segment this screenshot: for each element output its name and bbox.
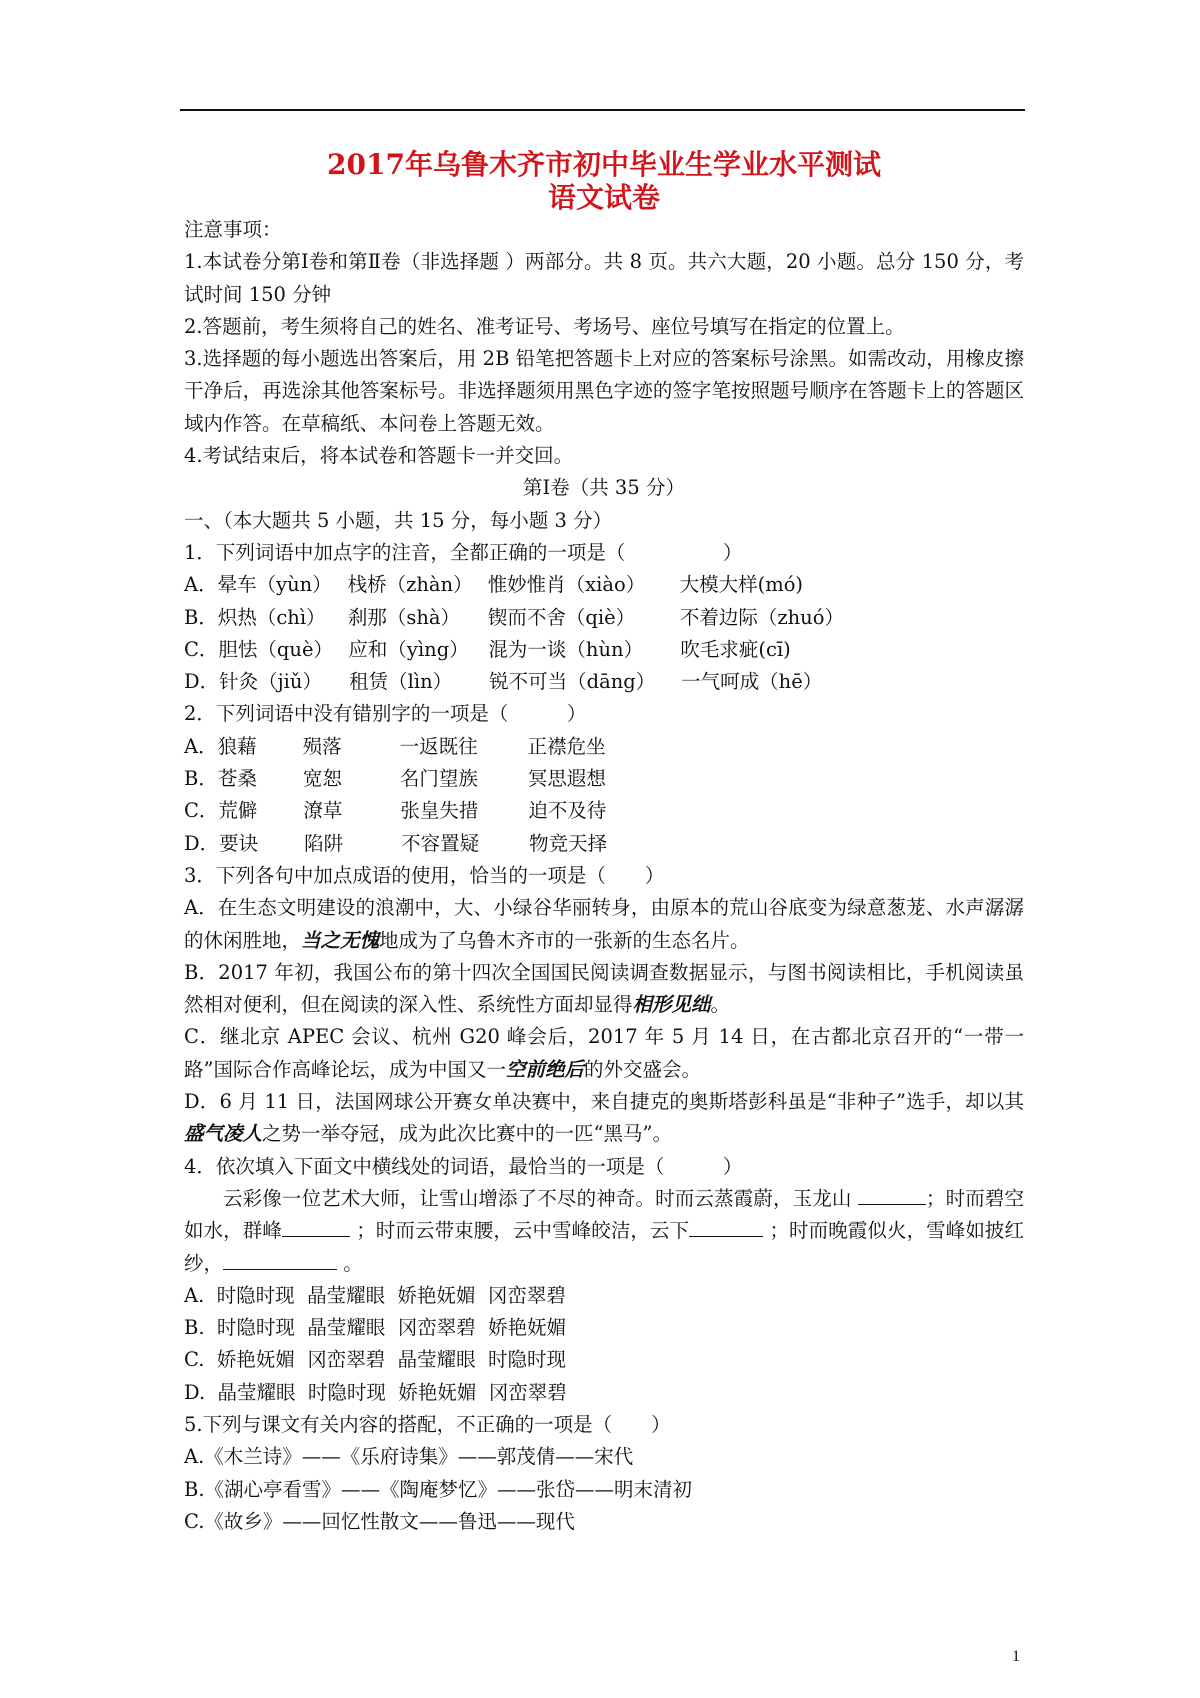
option-letter: A． (184, 734, 218, 758)
question-3-stem: 3．下列各句中加点成语的使用，恰当的一项是（ ） (184, 863, 665, 887)
question-2-option-d (184, 828, 1024, 860)
question-4-option-c: C. 娇艳妩媚 冈峦翠碧 晶莹耀眼 时隐时现 (184, 1348, 567, 1372)
question-1-option-c (184, 634, 1024, 666)
option-text: 。 (710, 993, 731, 1017)
question-3-option-b (184, 957, 1024, 1022)
marked-idiom: 相形见绌 (632, 993, 711, 1017)
option-item: 炽热（chì） (217, 605, 326, 629)
option-letter: C． (184, 637, 219, 661)
question-3-option-a (184, 892, 1024, 957)
option-item: 不容置疑 (401, 831, 480, 855)
question-2-option-c (184, 795, 1024, 827)
passage-text: 。 (337, 1251, 363, 1275)
option-item: 锐不可当（dāng） (489, 670, 656, 694)
passage-text: 云彩像一位艺术大师，让雪山增添了不尽的神奇。时而云蒸霞蔚，玉龙山 (223, 1186, 858, 1210)
header-rule (180, 109, 1025, 111)
question-5-stem: 5.下列与课文有关内容的搭配，不正确的一项是（ ） (184, 1412, 671, 1436)
option-item: 锲而不舍（qiè） (487, 605, 636, 629)
fill-blank (282, 1217, 350, 1237)
question-3-option-d (184, 1086, 1024, 1151)
option-item: 要诀 (219, 831, 259, 855)
option-letter: D． (184, 831, 220, 855)
note-item: 3.选择题的每小题选出答案后，用 2B 铅笔把答题卡上对应的答案标号涂黑。如需改动，用橡皮擦干净后，再选涂其他答案标号。非选择题须用黑色字迹的签字笔按照题号顺序在答题卡上的答题区域内作答。在草稿纸、本问卷上答题无效。 (184, 347, 1024, 435)
option-item: 迫不及待 (528, 799, 607, 823)
option-item: 针灸（jiǔ） (219, 670, 322, 694)
note-item: 1.本试卷分第Ⅰ卷和第Ⅱ卷（非选择题 ）两部分。共 8 页。共六大题，20 小题。总分 150 分，考试时间 150 分钟 (184, 250, 1024, 306)
fill-blank (223, 1250, 337, 1270)
option-item: 大模大样(mó) (679, 573, 804, 597)
option-text: A．在生态文明建设的浪潮中，大、小绿谷华丽转身，由原本的荒山谷底变为绿意葱茏、水声潺潺的休闲胜地， (184, 896, 1024, 952)
exam-title: 2017年乌鲁木齐市初中毕业生学业水平测试 (327, 148, 881, 181)
option-text: 之势一举夺冠，成为此次比赛中的一匹“黑马”。 (262, 1122, 672, 1146)
passage-text: ；时而云带束腰，云中雪峰皎洁，云下 (349, 1219, 690, 1243)
option-item: 荒僻 (218, 799, 258, 823)
notes-heading: 注意事项： (184, 218, 282, 241)
note-item: 4.考试结束后，将本试卷和答题卡一并交回。 (184, 444, 574, 468)
exam-page (184, 148, 1024, 1538)
option-item: 租赁（lìn） (349, 670, 453, 694)
question-4-stem: 4．依次填入下面文中横线处的词语，最恰当的一项是（ ） (184, 1154, 743, 1178)
option-item: 潦草 (303, 799, 343, 823)
question-1-option-a (184, 569, 1024, 601)
passage-text: ；时而碧空如水，群峰 (184, 1186, 1024, 1243)
option-letter: A． (184, 573, 218, 597)
passage-text: ；时而晚霞似火，雪峰如披红纱， (184, 1219, 1024, 1275)
question-3-option-c (184, 1021, 1024, 1086)
option-item: 晕车（yùn） (217, 573, 332, 597)
fill-blank (858, 1185, 926, 1205)
question-5-option-c: C.《故乡》——回忆性散文——鲁迅——现代 (184, 1509, 575, 1533)
volume-heading: 第Ⅰ卷（共 35 分） (523, 476, 685, 500)
question-4-option-a: A. 时隐时现 晶莹耀眼 娇艳妩媚 冈峦翠碧 (184, 1283, 566, 1307)
section-heading: 一、（本大题共 5 小题，共 15 分，每小题 3 分） (184, 508, 613, 532)
question-2-option-b (184, 763, 1024, 795)
question-4-passage (184, 1183, 1024, 1280)
question-1-option-d (184, 666, 1024, 698)
question-4-option-d: D. 晶莹耀眼 时隐时现 娇艳妩媚 冈峦翠碧 (184, 1380, 567, 1404)
option-item: 吹毛求疵(cī) (680, 637, 791, 661)
question-5-option-b: B.《湖心亭看雪》——《陶庵梦忆》——张岱——明末清初 (184, 1477, 693, 1501)
marked-idiom: 空前绝后 (505, 1057, 584, 1081)
question-1-stem: 1．下列词语中加点字的注音，全都正确的一项是（ ） (184, 540, 743, 564)
marked-idiom: 盛气凌人 (184, 1122, 263, 1146)
option-item: 一返既往 (399, 734, 478, 758)
option-item: 应和（yìng） (348, 637, 469, 661)
option-item: 名门望族 (399, 767, 478, 791)
option-item: 殒落 (302, 734, 342, 758)
option-item: 张皇失措 (400, 799, 479, 823)
option-item: 苍桑 (217, 767, 257, 791)
option-item: 刹那（shà） (347, 605, 461, 629)
option-letter: B． (184, 605, 218, 629)
option-letter: D． (184, 670, 220, 694)
question-2-option-a (184, 731, 1024, 763)
option-item: 栈桥（zhàn） (347, 573, 473, 597)
option-item: 不着边际（zhuó） (679, 605, 844, 629)
option-text: C．继北京 APEC 会议、杭州 G20 峰会后，2017 年 5 月 14 日，在古都北京召开的“一带一路”国际合作高峰论坛，成为中国又一 (184, 1025, 1024, 1081)
question-5-option-a: A.《木兰诗》——《乐府诗集》——郭茂倩——宋代 (184, 1445, 634, 1469)
option-letter: B． (184, 767, 218, 791)
option-item: 狼藉 (217, 734, 257, 758)
option-text: D．6 月 11 日，法国网球公开赛女单决赛中，来自捷克的奥斯塔彭科虽是“非种子”选手，却以其 (184, 1090, 1024, 1114)
option-item: 宽恕 (302, 767, 342, 791)
option-item: 惟妙惟肖（xiào） (487, 573, 646, 597)
option-text: 的外交盛会。 (584, 1057, 702, 1081)
option-item: 一气呵成（hē） (681, 670, 823, 694)
option-item: 正襟危坐 (527, 734, 606, 758)
option-item: 冥思遐想 (527, 767, 606, 791)
option-letter: C． (184, 799, 219, 823)
option-item: 物竞天择 (529, 831, 608, 855)
fill-blank (689, 1217, 763, 1237)
question-1-option-b (184, 602, 1024, 634)
note-item: 2.答题前，考生须将自己的姓名、准考证号、考场号、座位号填写在指定的位置上。 (184, 314, 905, 338)
option-text: 地成为了乌鲁木齐市的一张新的生态名片。 (379, 928, 750, 952)
question-4-option-b: B. 时隐时现 晶莹耀眼 冈峦翠碧 娇艳妩媚 (184, 1316, 567, 1340)
marked-idiom: 当之无愧 (301, 928, 380, 952)
question-2-stem: 2．下列词语中没有错别字的一项是（ ） (184, 702, 587, 726)
option-item: 陷阱 (304, 831, 344, 855)
exam-subtitle: 语文试卷 (547, 181, 660, 214)
page-number: 1 (1012, 1648, 1020, 1665)
option-item: 胆怯（què） (218, 637, 334, 661)
option-item: 混为一谈（hùn） (488, 637, 644, 661)
option-text: B．2017 年初，我国公布的第十四次全国国民阅读调查数据显示，与图书阅读相比，手机阅读虽然相对便利，但在阅读的深入性、系统性方面却显得 (184, 960, 1024, 1017)
